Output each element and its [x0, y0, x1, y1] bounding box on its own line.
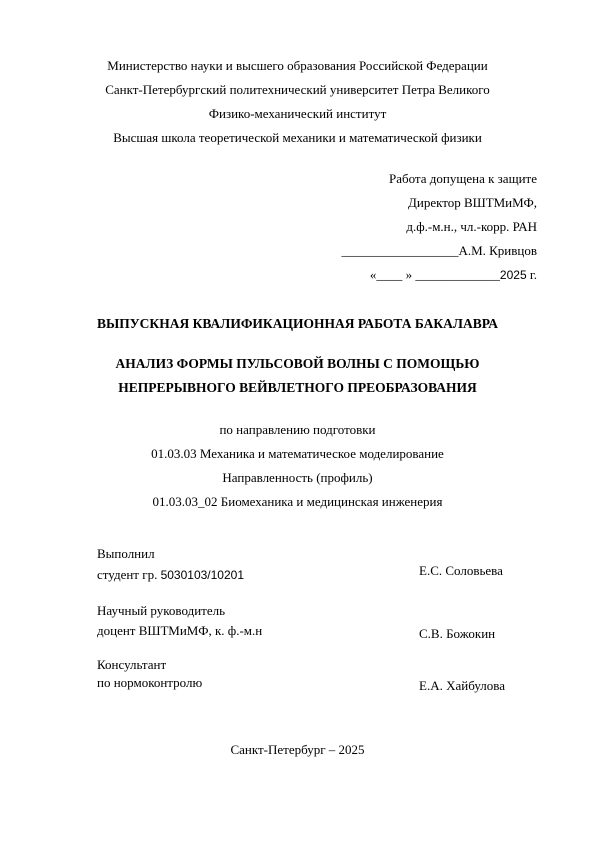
- approval-date-line: [370, 267, 537, 283]
- ministry-line: Министерство науки и высшего образования Российской Федерации: [107, 58, 488, 73]
- date-blank: _____________: [415, 267, 500, 282]
- supervisor-name: С.В. Божокин: [419, 626, 496, 641]
- approval-line-3: д.ф.-м.н., чл.-корр. РАН: [406, 219, 537, 234]
- date-prefix: «____ »: [369, 267, 416, 282]
- school-line: Высшая школа теоретической механики и математической физики: [113, 130, 482, 145]
- performer-group: 5030103/10201: [160, 568, 244, 582]
- university-line: Санкт-Петербургский политехнический университет Петра Великого: [105, 82, 490, 97]
- thesis-title-line-1: АНАЛИЗ ФОРМЫ ПУЛЬСОВОЙ ВОЛНЫ С ПОМОЩЬЮ: [115, 356, 480, 371]
- supervisor-position: доцент ВШТМиМФ, к. ф.-м.н: [97, 623, 263, 638]
- supervisor-role: Научный руководитель: [97, 603, 226, 618]
- direction-line-1: по направлению подготовки: [219, 422, 376, 437]
- performer-position-prefix: студент гр.: [97, 567, 161, 582]
- performer-role: Выполнил: [97, 546, 155, 561]
- date-year: 2025: [499, 268, 527, 282]
- city-year-footer: Санкт-Петербург – 2025: [230, 742, 365, 757]
- director-signature-line: __________________А.М. Кривцов: [341, 243, 537, 258]
- work-type-heading: ВЫПУСКНАЯ КВАЛИФИКАЦИОННАЯ РАБОТА БАКАЛАВРА: [96, 316, 499, 331]
- direction-line-2: 01.03.03 Механика и математическое моделирование: [151, 446, 444, 461]
- consultant-name: Е.А. Хайбулова: [419, 678, 505, 693]
- date-suffix: г.: [526, 267, 537, 282]
- thesis-title-line-2: НЕПРЕРЫВНОГО ВЕЙВЛЕТНОГО ПРЕОБРАЗОВАНИЯ: [118, 380, 477, 395]
- direction-line-4: 01.03.03_02 Биомеханика и медицинская инженерия: [152, 494, 443, 509]
- institute-line: Физико-механический институт: [208, 106, 387, 121]
- direction-line-3: Направленность (профиль): [222, 470, 373, 485]
- approval-line-1: Работа допущена к защите: [388, 171, 537, 186]
- performer-position: [97, 567, 244, 583]
- performer-name: Е.С. Соловьева: [419, 563, 503, 578]
- consultant-role: Консультант: [97, 657, 167, 672]
- consultant-position: по нормоконтролю: [97, 675, 203, 690]
- approval-line-2: Директор ВШТМиМФ,: [408, 195, 537, 210]
